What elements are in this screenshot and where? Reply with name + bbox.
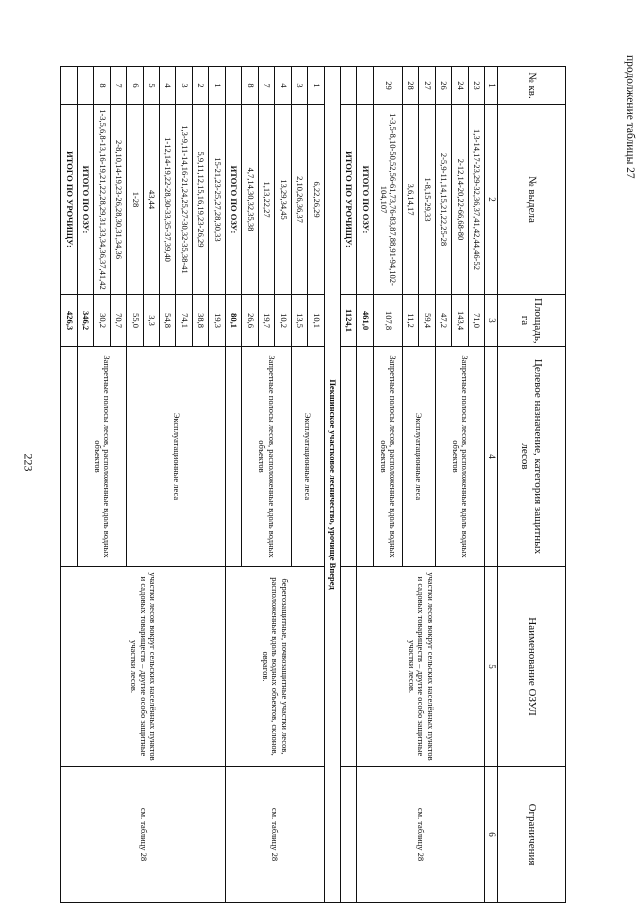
total-ozu-value: 346,2	[77, 295, 93, 347]
total-row	[341, 67, 357, 903]
cell-vydel: 3,6,14,17	[402, 105, 418, 295]
cell-area: 59,4	[419, 295, 435, 347]
cell-kv: 1	[209, 67, 225, 105]
cell-area: 19,7	[258, 295, 274, 347]
cell-area: 26,6	[242, 295, 258, 347]
total-ozu-label: ИТОГО ПО ОЗУ:	[77, 105, 93, 295]
cell-vydel: 5,9,11,12,15,16,19,23-26,29	[192, 105, 208, 295]
cell-vydel: 1-28	[127, 105, 143, 295]
table-row	[308, 67, 324, 903]
cell-limits: см. таблицу 28	[357, 767, 485, 903]
table-row	[468, 67, 484, 903]
cell-area: 3,3	[143, 295, 159, 347]
cell-ozul: берегозащитные, почвозащитные участки лесов, расположенные вдоль водных объектов, склонов, оврагов.	[225, 567, 324, 767]
section-heading: Пекшинское участковое лесничество, урочище Вперед	[324, 67, 340, 903]
header-num-4: 4	[485, 347, 498, 567]
cell-ozul: участки лесов вокруг сельских населённых пунктов и садовых товариществ – другие особо защитные участки лесов.	[61, 567, 226, 767]
cell-area: 30,2	[94, 295, 110, 347]
cell-ozul: участки лесов вокруг сельских населённых пунктов и садовых товариществ – другие особо защитные участки лесов.	[357, 567, 485, 767]
total-tract-value: 426,3	[61, 295, 78, 347]
cell-area: 55,0	[127, 295, 143, 347]
cell-area: 54,8	[160, 295, 176, 347]
total-tract-value: 1124,1	[341, 295, 357, 347]
cell-kv: 29	[373, 67, 402, 105]
cell-category: Запретные полосы лесов, расположенные вдоль водных объектов	[77, 347, 126, 567]
protected-forest-table	[60, 66, 566, 903]
cell-area: 19,3	[209, 295, 225, 347]
cell-kv: 1	[308, 67, 324, 105]
cell-kv: 8	[94, 67, 110, 105]
total-ozu-label: ИТОГО ПО ОЗУ:	[357, 105, 373, 295]
header-area: Площадь, га	[498, 295, 566, 347]
cell-vydel: 1-3,5,6,8-13,16-19,21,22,28,29,31,33,34,36,37,41,42	[94, 105, 110, 295]
cell-vydel: 2-8,10,14-19,23-26,28,30,31,34,36	[110, 105, 126, 295]
cell-area: 71,0	[468, 295, 484, 347]
cell-vydel: 1-3,5-8,10-50,52,56-61,73,76-83,87,88,91-94,102-104,107	[373, 105, 402, 295]
cell-vydel: 43,44	[143, 105, 159, 295]
cell-area: 143,4	[452, 295, 468, 347]
header-num-6: 6	[485, 767, 498, 903]
cell-kv: 2	[192, 67, 208, 105]
cell-area: 74,1	[176, 295, 192, 347]
cell-kv: 3	[176, 67, 192, 105]
cell-vydel: 1,3-9,11-14,16-21,24,25,27-30,32-35,38-41	[176, 105, 192, 295]
header-kv: № кв.	[498, 67, 566, 105]
cell-area: 107,8	[373, 295, 402, 347]
cell-kv: 7	[110, 67, 126, 105]
cell-kv: 23	[468, 67, 484, 105]
header-num-1: 1	[485, 67, 498, 105]
cell-vydel: 1-8,15-29,33	[419, 105, 435, 295]
cell-kv: 24	[452, 67, 468, 105]
cell-category: Эксплуатационные леса	[291, 347, 324, 567]
cell-kv: 3	[291, 67, 307, 105]
cell-kv: 6	[127, 67, 143, 105]
total-tract-label: ИТОГО ПО УРОЧИЩУ:	[341, 105, 357, 295]
cell-vydel: 13,29,34,45	[275, 105, 291, 295]
header-ozul: Наименование ОЗУЛ	[498, 567, 566, 767]
total-ozu-value: 461,0	[357, 295, 373, 347]
cell-kv: 28	[402, 67, 418, 105]
cell-category: Запретные полосы лесов, расположенные вдоль водных объектов	[242, 347, 291, 567]
page-number: 223	[21, 453, 36, 472]
header-category: Целевое назначение, категория защитных лесов	[498, 347, 566, 567]
cell-area: 70,7	[110, 295, 126, 347]
header-vydel: № выдела	[498, 105, 566, 295]
cell-vydel: 15-21,23-25,27,28,30,33	[209, 105, 225, 295]
cell-category: Эксплуатационные леса	[402, 347, 435, 567]
cell-area: 11,2	[402, 295, 418, 347]
cell-category: Запретные полосы лесов, расположенные вдоль водных объектов	[373, 347, 402, 567]
total-tract-label: ИТОГО ПО УРОЧИЩУ:	[61, 105, 78, 295]
cell-area: 10,1	[308, 295, 324, 347]
cell-limits: см. таблицу 28	[225, 767, 324, 903]
total-ozu-value: 80,1	[225, 295, 241, 347]
cell-vydel: 1,13,22,27	[258, 105, 274, 295]
cell-vydel: 2-5,9-11,14,15,21,22,25-28	[435, 105, 451, 295]
cell-vydel: 2-12,14-20,22-66,68-80	[452, 105, 468, 295]
table-caption: продолжение таблицы 27	[624, 55, 636, 179]
header-limits: Ограничения	[498, 767, 566, 903]
cell-kv: 4	[275, 67, 291, 105]
cell-vydel: 1-12,14-19,22-28,30-33,35-37,39,40	[160, 105, 176, 295]
cell-area: 13,5	[291, 295, 307, 347]
cell-vydel: 1,3-14,17-23,29-32,36,37,41,42,44,46-52	[468, 105, 484, 295]
cell-vydel: 6,22,26,29	[308, 105, 324, 295]
cell-kv: 8	[242, 67, 258, 105]
cell-vydel: 4,7,14,30,32,35,38	[242, 105, 258, 295]
cell-limits: см. таблицу 28	[61, 767, 226, 903]
cell-kv: 27	[419, 67, 435, 105]
cell-vydel: 2,10,26,36,37	[291, 105, 307, 295]
header-num-5: 5	[485, 567, 498, 767]
cell-area: 10,2	[275, 295, 291, 347]
header-num-2: 2	[485, 105, 498, 295]
cell-category: Запретные полосы лесов, расположенные вдоль водных объектов	[435, 347, 484, 567]
cell-category: Эксплуатационные леса	[127, 347, 226, 567]
cell-kv: 26	[435, 67, 451, 105]
cell-kv: 7	[258, 67, 274, 105]
cell-kv: 5	[143, 67, 159, 105]
cell-kv: 4	[160, 67, 176, 105]
rotated-table-container	[60, 66, 566, 902]
total-ozu-label: ИТОГО ПО ОЗУ:	[225, 105, 241, 295]
header-num-3: 3	[485, 295, 498, 347]
cell-area: 47,2	[435, 295, 451, 347]
table-row	[209, 67, 225, 903]
cell-area: 38,8	[192, 295, 208, 347]
